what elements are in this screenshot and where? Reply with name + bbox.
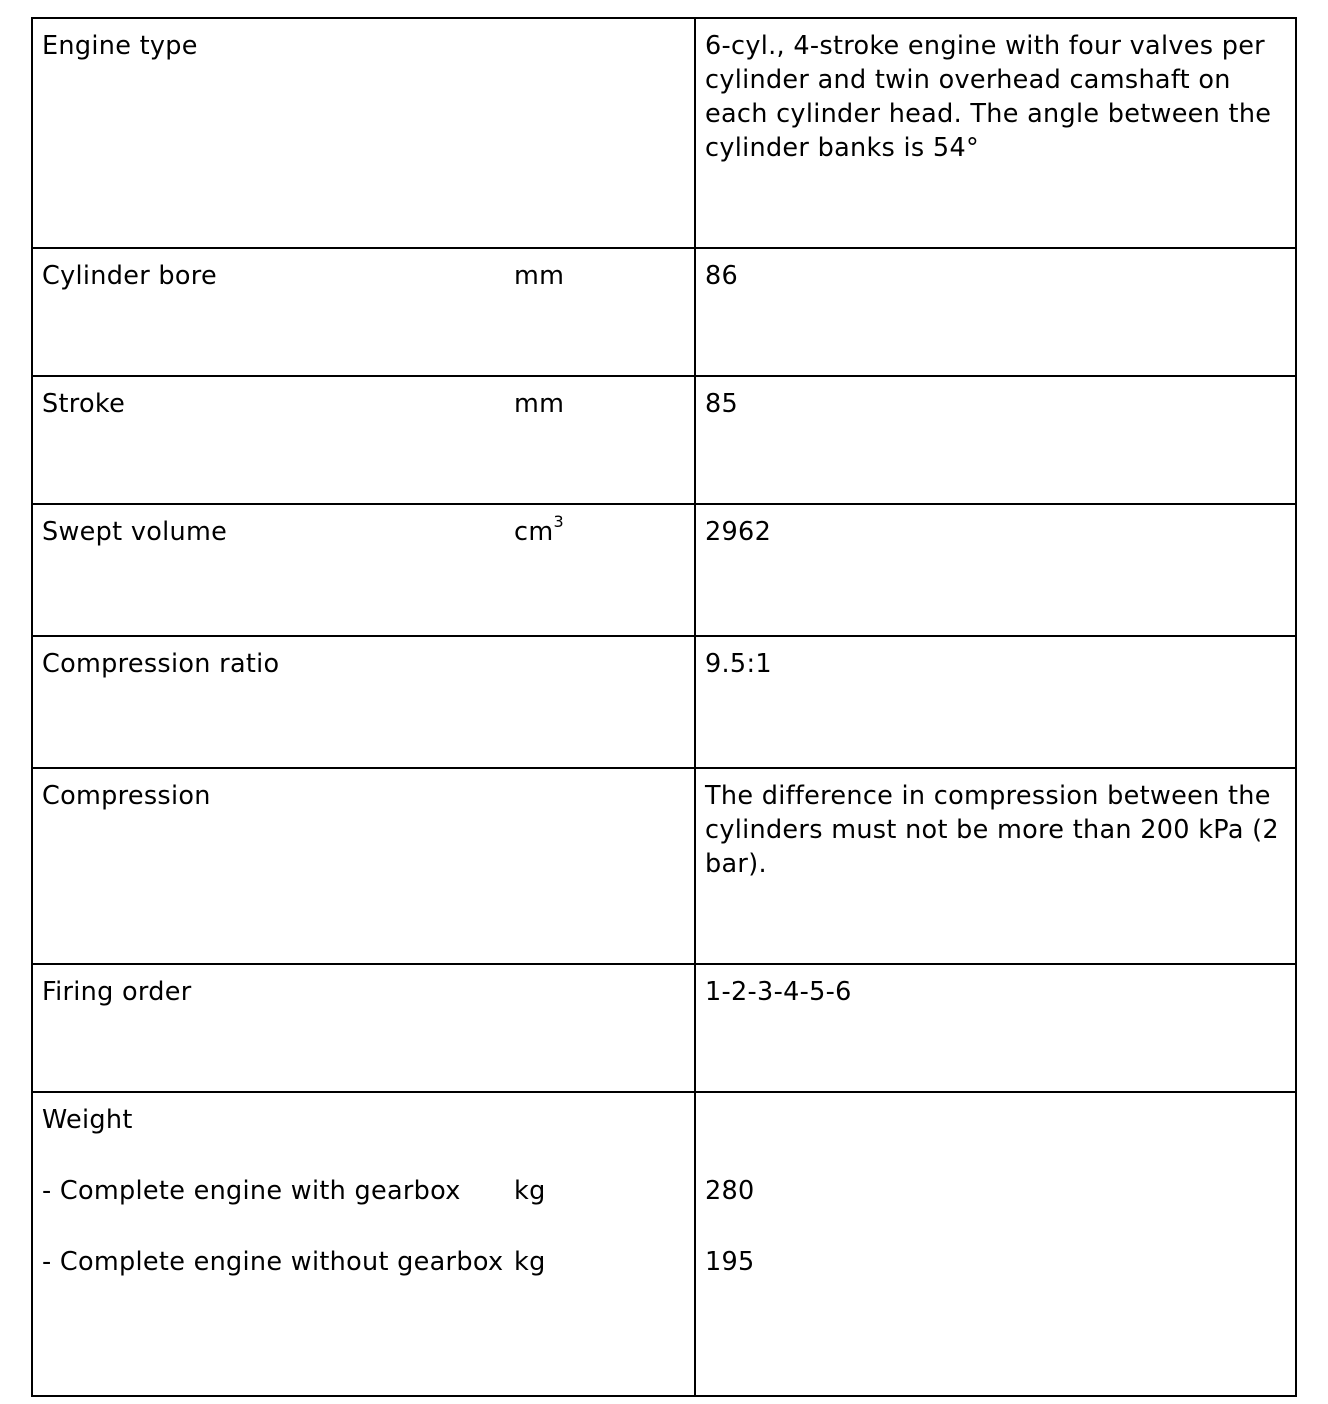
- weight-labels-cell: [32, 1092, 514, 1396]
- weight-units-cell: [514, 1092, 695, 1396]
- unit-base: cm: [514, 517, 554, 547]
- spec-value: The difference in compression between the cylinders must not be more than 200 kPa (2 bar).: [695, 768, 1296, 964]
- spec-value: 85: [695, 376, 1296, 504]
- spec-unit: [514, 504, 695, 636]
- spec-value: 86: [695, 248, 1296, 376]
- unit-superscript: 3: [553, 511, 564, 531]
- weight-item-label: - Complete engine with gearbox: [42, 1176, 461, 1206]
- spec-value: 9.5:1: [695, 636, 1296, 768]
- spacer: [705, 1137, 1285, 1174]
- spacer: [42, 1208, 504, 1245]
- weight-item-value: 280: [705, 1176, 755, 1206]
- weight-item-unit: kg: [514, 1247, 546, 1277]
- spacer: [42, 1137, 504, 1174]
- weight-item-unit: kg: [514, 1176, 546, 1206]
- spacer: [514, 1208, 684, 1245]
- spec-unit: [514, 636, 695, 768]
- spacer: [514, 1137, 684, 1174]
- spec-value: 6-cyl., 4-stroke engine with four valves per cylinder and twin overhead camshaft on each cylinder head. The angle between the cylinder banks is 54°: [695, 18, 1296, 248]
- table-row-compression: [32, 768, 1296, 964]
- spec-unit: [514, 964, 695, 1092]
- table-row-compression-ratio: [32, 636, 1296, 768]
- table-row-firing-order: [32, 964, 1296, 1092]
- table-row-weight: [32, 1092, 1296, 1396]
- spec-label: Swept volume: [32, 504, 514, 636]
- spacer: [705, 1103, 1285, 1137]
- table-row-stroke: [32, 376, 1296, 504]
- spec-label: Engine type: [32, 18, 514, 248]
- weight-values-cell: [695, 1092, 1296, 1396]
- weight-item-value: 195: [705, 1247, 755, 1277]
- spec-value: 1-2-3-4-5-6: [695, 964, 1296, 1092]
- weight-label: Weight: [42, 1105, 133, 1135]
- spec-label: Stroke: [32, 376, 514, 504]
- table-row-cylinder-bore: [32, 248, 1296, 376]
- spec-label: Compression ratio: [32, 636, 514, 768]
- spec-label: Firing order: [32, 964, 514, 1092]
- spec-unit: [514, 768, 695, 964]
- spec-unit: mm: [514, 376, 695, 504]
- spec-unit: mm: [514, 248, 695, 376]
- table-row-engine-type: [32, 18, 1296, 248]
- spacer: [705, 1208, 1285, 1245]
- spec-label: Cylinder bore: [32, 248, 514, 376]
- engine-specifications-table: [31, 17, 1297, 1397]
- spec-value: 2962: [695, 504, 1296, 636]
- spec-unit: [514, 18, 695, 248]
- table-row-swept-volume: [32, 504, 1296, 636]
- spec-label: Compression: [32, 768, 514, 964]
- weight-item-label: - Complete engine without gearbox: [42, 1247, 504, 1277]
- spacer: [514, 1103, 684, 1137]
